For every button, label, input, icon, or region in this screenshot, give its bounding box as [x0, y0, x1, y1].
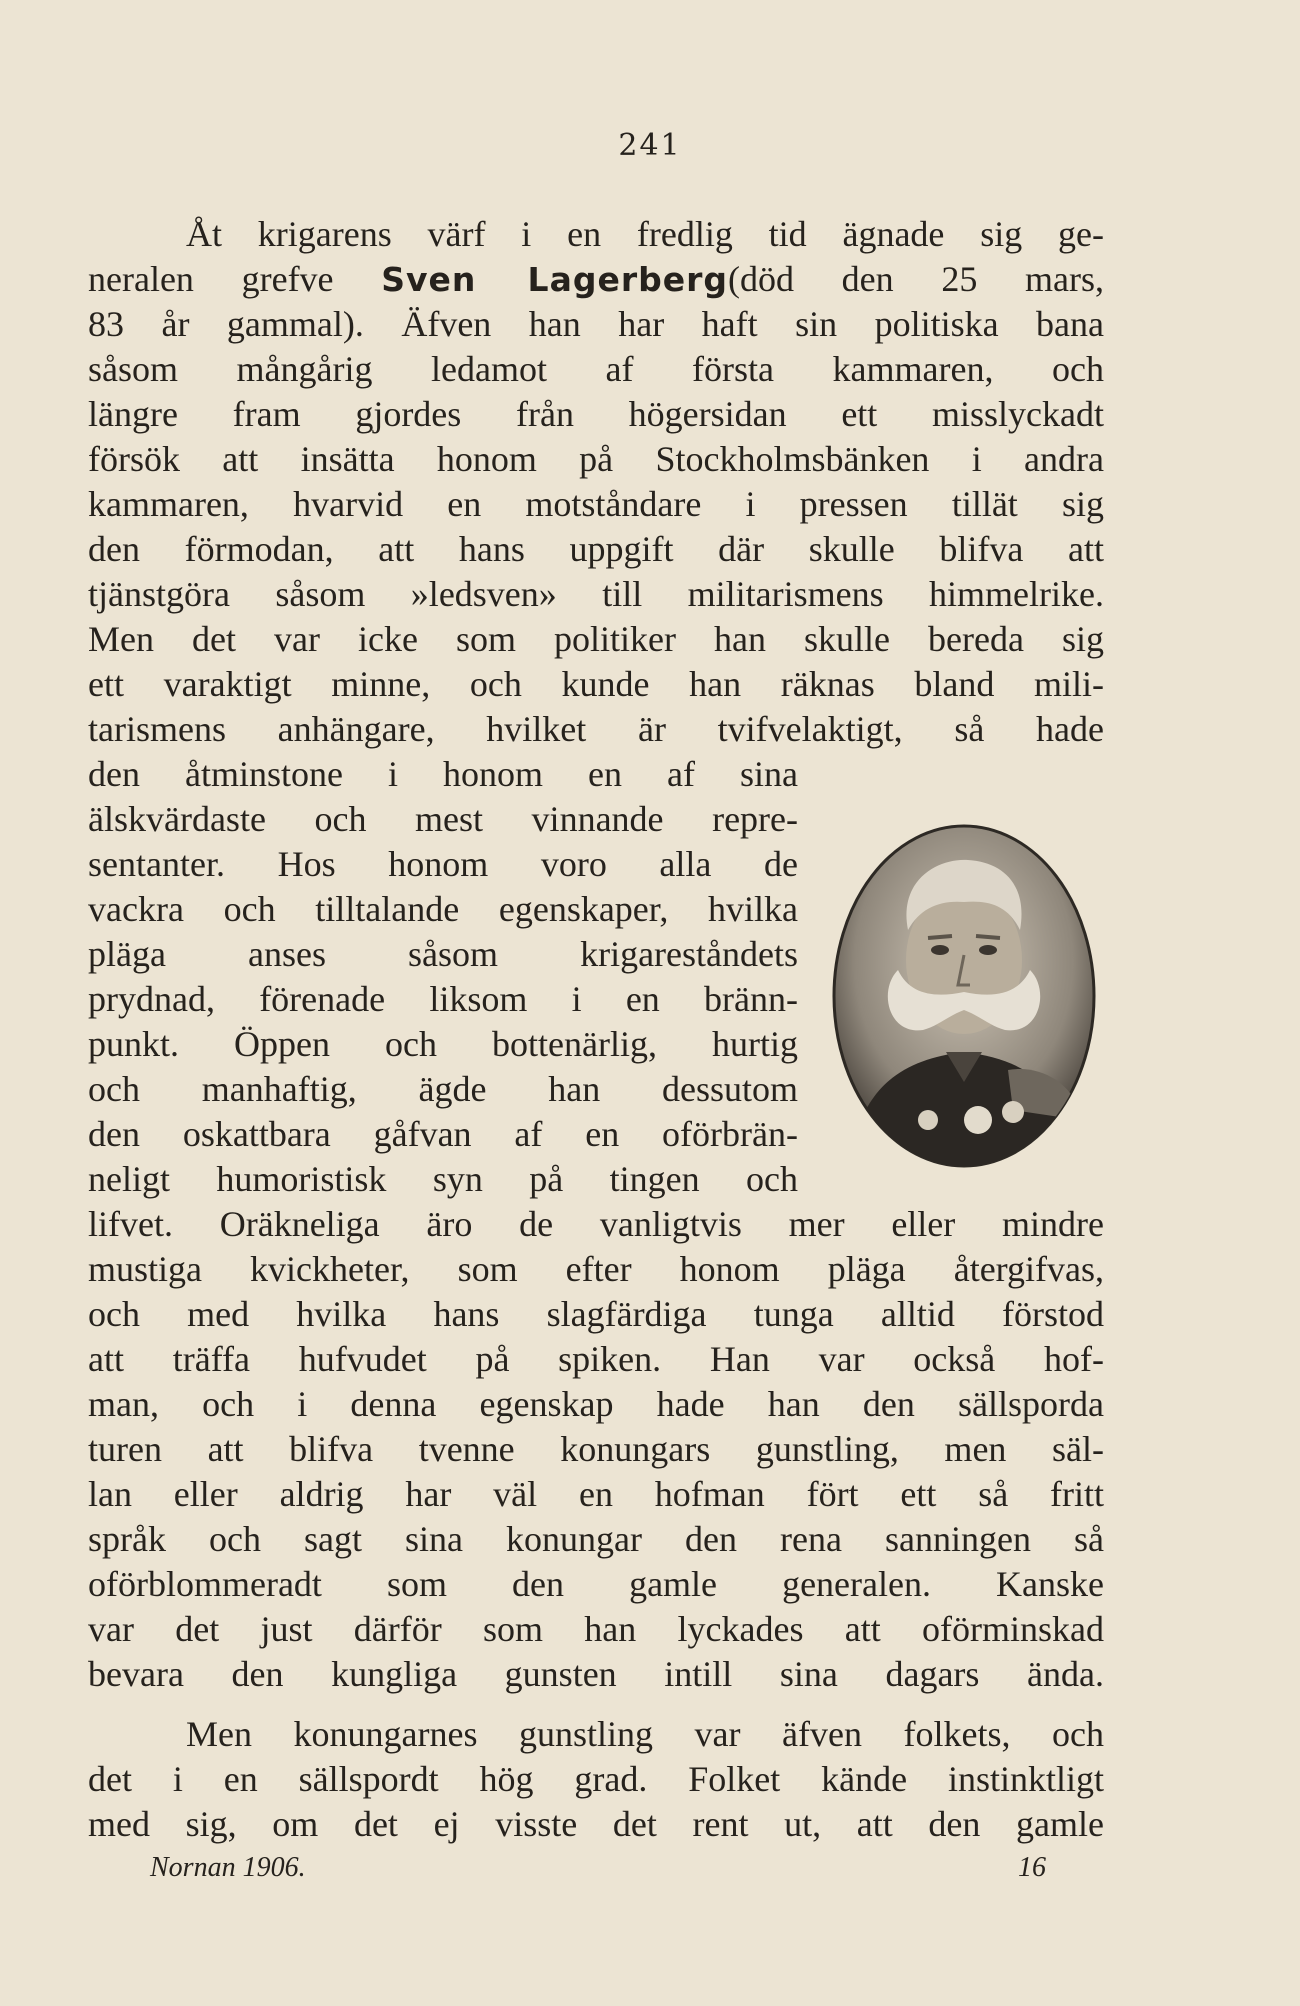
text-line: Men konungarnes gunstling var äfven folkets, och	[186, 1714, 1104, 1754]
text-line: vackra och tilltalande egenskaper, hvilka	[88, 889, 798, 929]
text-line: med sig, om det ej visste det rent ut, att den gamle	[88, 1804, 1104, 1844]
text-line: den åtminstone i honom en af sina	[88, 754, 798, 794]
text-line: pläga anses såsom krigareståndets	[88, 934, 798, 974]
text-line	[88, 257, 1104, 302]
text-line: punkt. Öppen och bottenärlig, hurtig	[88, 1024, 798, 1064]
text-line: prydnad, förenade liksom i en bränn-	[88, 979, 798, 1019]
text-line: och manhaftig, ägde han dessutom	[88, 1069, 798, 1109]
text-line: Men det var icke som politiker han skulle bereda sig	[88, 619, 1104, 659]
text-line: oförblommeradt som den gamle generalen. Kanske	[88, 1564, 1104, 1604]
text-line: den förmodan, att hans uppgift där skulle blifva att	[88, 529, 1104, 569]
text-line: sentanter. Hos honom voro alla de	[88, 844, 798, 884]
text-line: lan eller aldrig har väl en hofman fört ett så fritt	[88, 1474, 1104, 1514]
text-line: Åt krigarens värf i en fredlig tid ägnade sig ge-	[186, 214, 1104, 254]
text-line: försök att insätta honom på Stockholmsbänken i andra	[88, 439, 1104, 479]
text-fragment: neralen grefve	[88, 259, 382, 299]
text-line: turen att blifva tvenne konungars gunstling, men säl-	[88, 1429, 1104, 1469]
portrait-image	[828, 820, 1100, 1172]
text-line: den oskattbara gåfvan af en oförbrän-	[88, 1114, 798, 1154]
portrait-icon	[828, 820, 1100, 1172]
text-line: ett varaktigt minne, och kunde han räknas bland mili-	[88, 664, 1104, 704]
footer-signature: 16	[1018, 1852, 1046, 1883]
text-line: att träffa hufvudet på spiken. Han var också hof-	[88, 1339, 1104, 1379]
text-line: mustiga kvickheter, som efter honom pläga återgifvas,	[88, 1249, 1104, 1289]
text-line: tjänstgöra såsom »ledsven» till militarismens himmelrike.	[88, 574, 1104, 614]
text-line: tarismens anhängare, hvilket är tvifvelaktigt, så hade	[88, 709, 1104, 749]
person-name: Sven Lagerberg	[381, 260, 729, 299]
text-line: man, och i denna egenskap hade han den sällsporda	[88, 1384, 1104, 1424]
text-line: såsom mångårig ledamot af första kammaren, och	[88, 349, 1104, 389]
text-line: det i en sällspordt hög grad. Folket kände instinktligt	[88, 1759, 1104, 1799]
page-number: 241	[618, 128, 682, 163]
text-line: lifvet. Oräkneliga äro de vanligtvis mer eller mindre	[88, 1204, 1104, 1244]
text-line: språk och sagt sina konungar den rena sanningen så	[88, 1519, 1104, 1559]
text-fragment: (död den 25 mars,	[728, 259, 1104, 299]
text-line: var det just därför som han lyckades att oförminskad	[88, 1609, 1104, 1649]
footer-source: Nornan 1906.	[150, 1852, 306, 1883]
text-line: 83 år gammal). Äfven han har haft sin politiska bana	[88, 304, 1104, 344]
text-line: älskvärdaste och mest vinnande repre-	[88, 799, 798, 839]
text-line: och med hvilka hans slagfärdiga tunga alltid förstod	[88, 1294, 1104, 1334]
text-line: kammaren, hvarvid en motståndare i pressen tillät sig	[88, 484, 1104, 524]
text-line: neligt humoristisk syn på tingen och	[88, 1159, 798, 1199]
text-line: bevara den kungliga gunsten intill sina dagars ända.	[88, 1654, 1104, 1694]
text-line: längre fram gjordes från högersidan ett misslyckadt	[88, 394, 1104, 434]
